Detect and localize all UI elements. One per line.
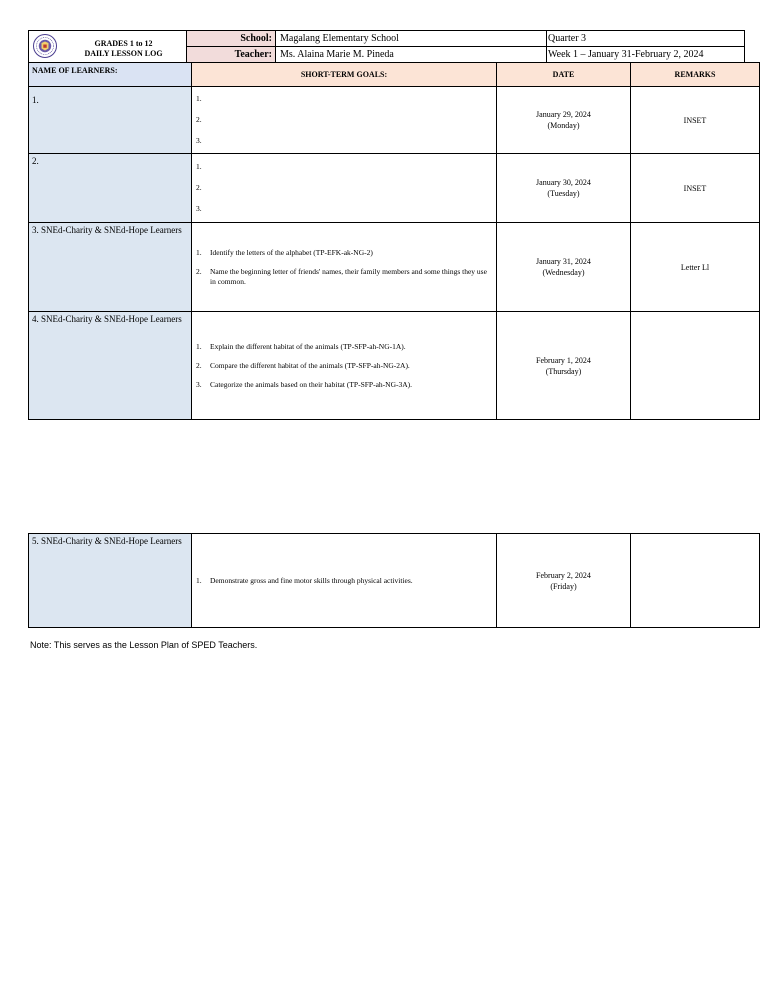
remarks-cell: INSET [631,87,760,154]
footer-note: Note: This serves as the Lesson Plan of SPED Teachers. [30,640,258,650]
goal-item: 3. [196,204,202,213]
teacher-label: Teacher: [187,47,276,63]
table-row [29,87,760,154]
learner-name: 4. SNEd-Charity & SNEd-Hope Learners [29,312,192,420]
day-text: (Tuesday) [547,189,580,198]
goal-item: 2. [196,115,202,124]
column-header-row [29,63,760,87]
day-text: (Wednesday) [542,268,585,277]
goal-item: 1. Demonstrate gross and fine motor skills through physical activities. [196,575,413,585]
date-cell [497,154,631,223]
day-text: (Monday) [547,121,580,130]
goal-item: 2. Compare the different habitat of the animals (TP-SFP-ah-NG-2A). [196,360,410,370]
goals-cell [192,87,497,154]
remarks-cell: Letter Ll [631,223,760,312]
goal-item: 1. [196,94,202,103]
date-cell [497,223,631,312]
goals-list [196,342,492,390]
goals-list [196,248,492,287]
goals-cell [192,312,497,420]
learner-name: 5. SNEd-Charity & SNEd-Hope Learners [29,534,192,628]
title-grades: GRADES 1 to 12 [94,39,153,48]
quarter-value: Quarter 3 [547,31,745,47]
date-cell [497,87,631,154]
day-text: (Friday) [550,581,577,591]
column-header-name: NAME OF LEARNERS: [29,63,192,87]
table-row [29,312,760,420]
column-header-remarks: REMARKS [631,63,760,87]
date-text: January 30, 2024 [536,178,591,187]
table-row [29,534,760,628]
date-text: January 31, 2024 [536,257,591,266]
goals-list [196,94,492,146]
column-header-goals: SHORT-TERM GOALS: [192,63,497,87]
date-cell [497,312,631,420]
remarks-cell [631,534,760,628]
table-row [29,223,760,312]
lesson-log-header [28,30,745,63]
goal-item: 1. [196,162,202,171]
goal-item: 2. [196,183,202,192]
goals-cell [192,223,497,312]
header-title-cell [29,31,187,63]
school-value: Magalang Elementary School [276,31,547,47]
school-label: School: [187,31,276,47]
date-text: January 29, 2024 [536,110,591,119]
goals-list [196,576,492,586]
goals-cell [192,154,497,223]
column-header-date: DATE [497,63,631,87]
date-cell [497,534,631,628]
teacher-value: Ms. Alaina Marie M. Pineda [276,47,547,63]
table-row [29,154,760,223]
date-text: February 1, 2024 [536,355,591,365]
goal-item: 3. [196,136,202,145]
goal-item: 2. Name the beginning letter of friends' names, their family members and some things they use in common. [196,266,487,286]
goal-item: 1. Identify the letters of the alphabet (TP-EFK-ak-NG-2) [196,247,373,257]
goal-item: 1. Explain the different habitat of the animals (TP-SFP-ah-NG-1A). [196,341,406,351]
week-value: Week 1 – January 31-February 2, 2024 [547,47,745,63]
learner-name: 2. [29,154,192,223]
date-text: February 2, 2024 [536,570,591,580]
title-daily-lesson-log: DAILY LESSON LOG [84,49,163,58]
learners-table [28,62,760,420]
day-text: (Thursday) [545,366,582,376]
goals-cell [192,534,497,628]
goal-item: 3. Categorize the animals based on their habitat (TP-SFP-ah-NG-3A). [196,379,413,389]
goals-list [196,162,492,214]
deped-seal-icon [33,34,57,58]
remarks-cell: INSET [631,154,760,223]
remarks-cell [631,312,760,420]
learners-table-continued [28,533,760,628]
learner-name: 1. [29,87,192,154]
learner-name: 3. SNEd-Charity & SNEd-Hope Learners [29,223,192,312]
